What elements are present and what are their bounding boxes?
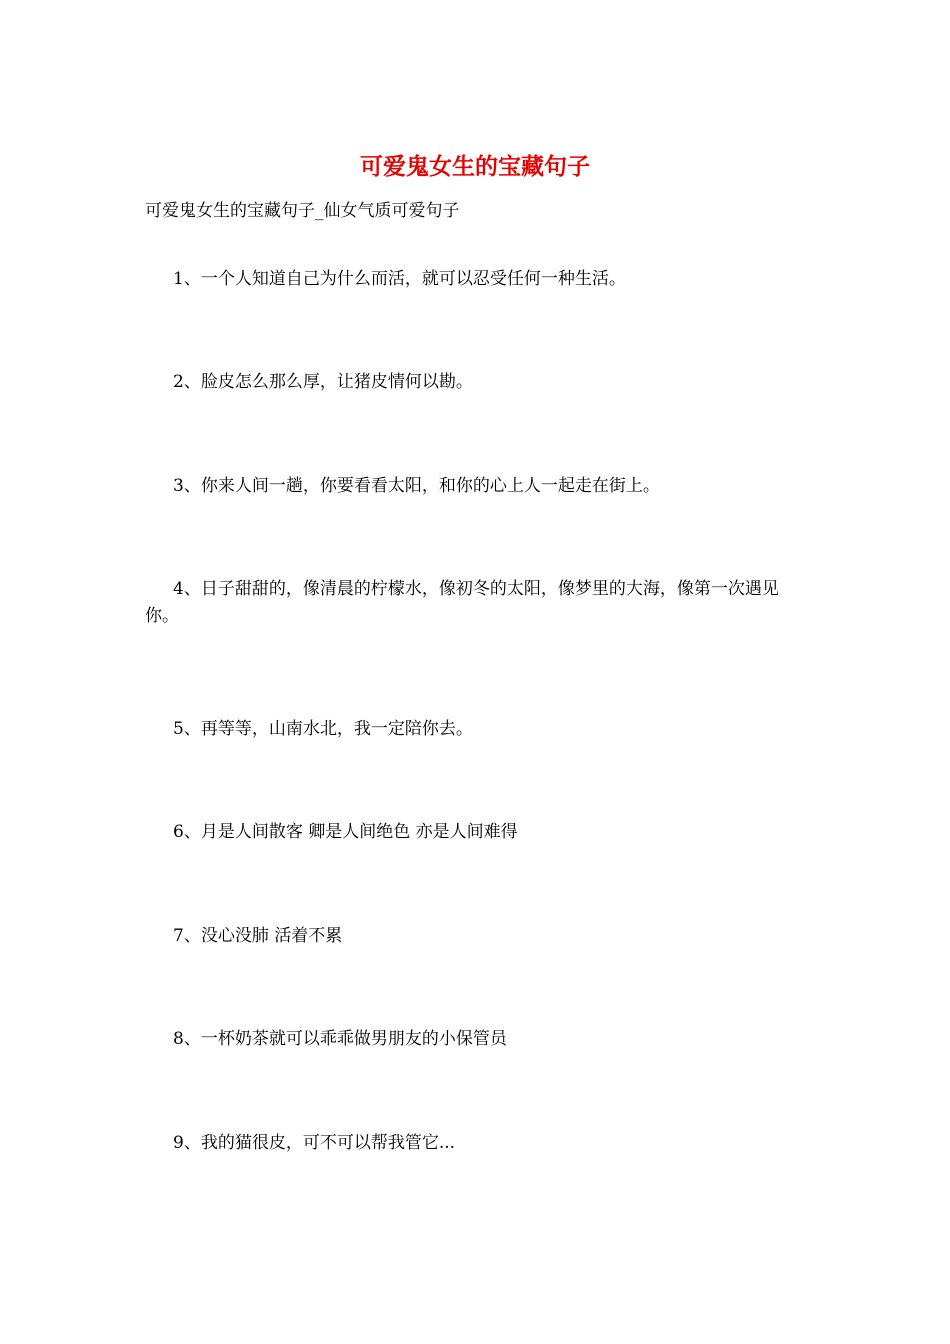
list-item: 6、月是人间散客 卿是人间绝色 亦是人间难得 <box>173 822 518 842</box>
list-item: 7、没心没肺 活着不累 <box>173 926 343 946</box>
list-item: 5、再等等，山南水北，我一定陪你去。 <box>173 719 473 739</box>
list-item: 9、我的猫很皮，可不可以帮我管它... <box>173 1133 456 1153</box>
list-item: 4、日子甜甜的，像清晨的柠檬水，像初冬的太阳，像梦里的大海，像第一次遇见你。 <box>145 579 779 626</box>
list-item: 3、你来人间一趟，你要看看太阳，和你的心上人一起走在街上。 <box>173 476 660 496</box>
document-title: 可爱鬼女生的宝藏句子 <box>360 153 590 180</box>
list-item: 8、一杯奶茶就可以乖乖做男朋友的小保管员 <box>173 1029 507 1049</box>
list-item: 1、一个人知道自己为什么而活，就可以忍受任何一种生活。 <box>173 269 626 289</box>
list-item: 2、脸皮怎么那么厚，让猪皮情何以勘。 <box>173 372 473 392</box>
document-subtitle: 可爱鬼女生的宝藏句子_仙女气质可爱句子 <box>145 201 460 221</box>
